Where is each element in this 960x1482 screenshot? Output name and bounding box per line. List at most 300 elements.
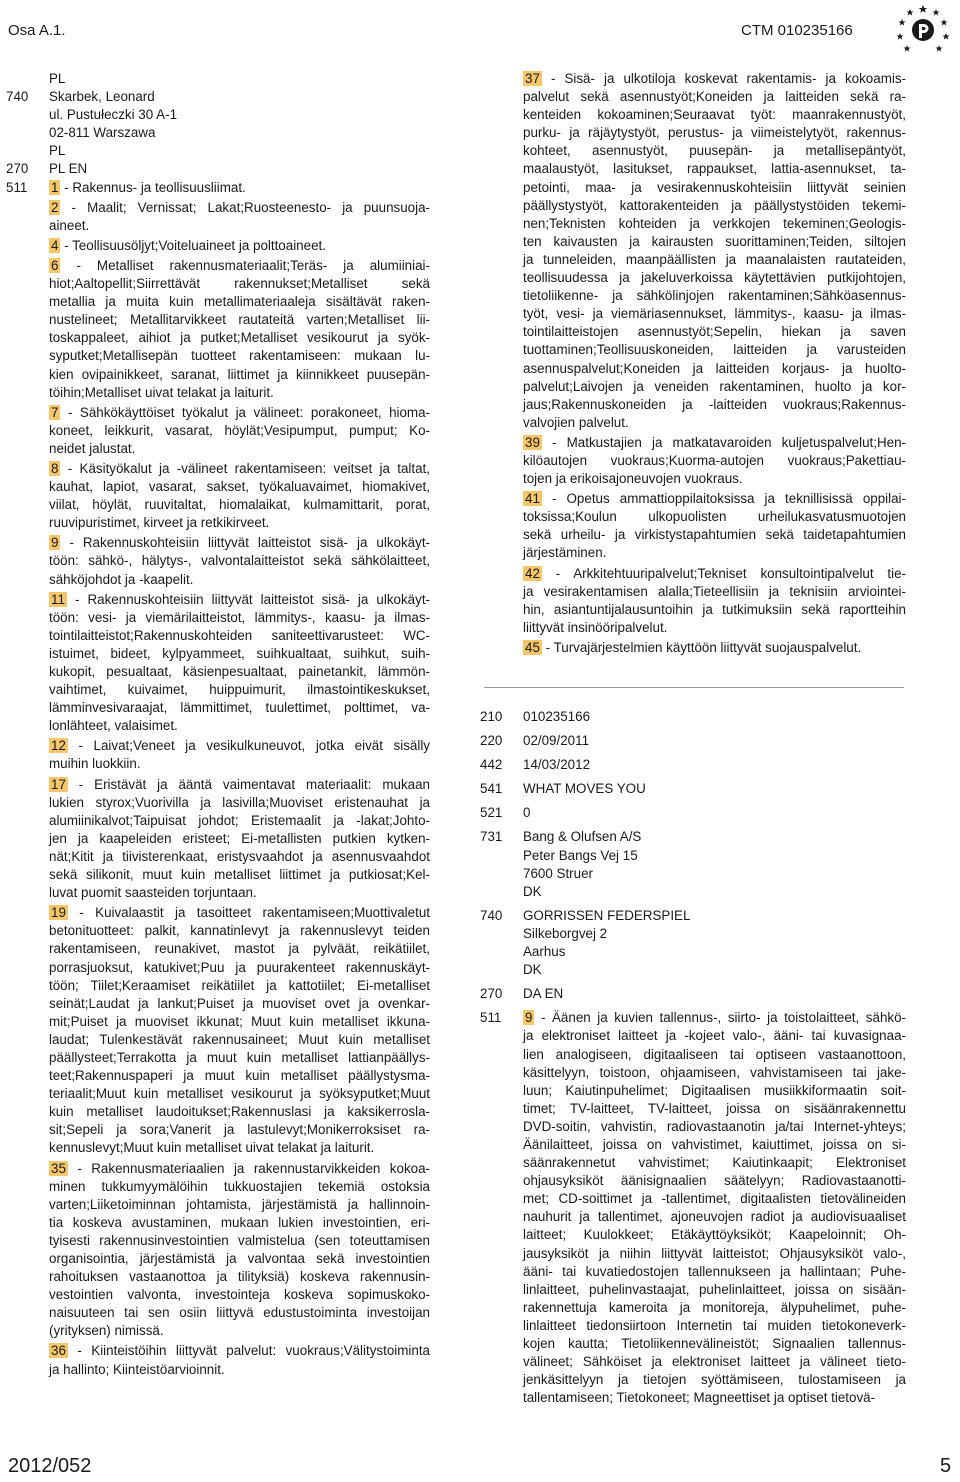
field-code: 740 — [6, 89, 29, 105]
entry-line — [523, 1335, 906, 1353]
entry-text: päällystystyöt, kattorakenteiden ja päällystystöiden tekemi- — [523, 197, 906, 213]
field-value — [523, 804, 906, 822]
goods-services-entry — [49, 534, 430, 588]
entry-line — [49, 179, 430, 197]
entry-text: - Kiinteistöihin liittyvät palvelut: vuokraus;Välitystoiminta — [67, 1343, 430, 1359]
entry-text: - Rakennuskohteisiin liittyvät laitteistot sisä- ja ulkokäyt- — [66, 591, 430, 607]
nice-class-badge: 8 — [51, 460, 59, 476]
field-row — [480, 732, 906, 750]
entry-text: vaihtimet, kuivaimet, huippuimurit, ilmastointikeskukset, — [49, 682, 430, 698]
field-line: GORRISSEN FEDERSPIEL — [523, 907, 691, 923]
entry-text: - Rakennusmateriaalien ja rakennustarvikkeiden kokoa- — [67, 1160, 430, 1176]
entry-text: - Äänen ja kuvien tallennus-, siirto- ja toistolaitteet, sähkö- — [534, 1010, 906, 1026]
entry-text: organisointia, järjestämistä ja valvontaa sekä investointien — [49, 1251, 430, 1266]
entry-line — [523, 160, 906, 178]
goods-services-entry — [49, 237, 430, 255]
entry-line — [49, 959, 430, 977]
field-row — [480, 1009, 906, 1409]
entry-text: valvojien palvelut. — [523, 414, 629, 430]
entry-line — [49, 794, 430, 812]
field-row — [480, 756, 906, 774]
field-line: PL — [49, 143, 66, 159]
entry-line — [523, 215, 906, 233]
field-row — [480, 70, 906, 659]
entry-line — [49, 440, 430, 458]
entry-text: - Metalliset rakennusmateriaalit;Teräs- ja alumiiniai- — [60, 257, 430, 273]
goods-services-entry — [49, 179, 430, 197]
entry-text: mit;Puiset ja muoviset ikkunat; Muut kuin metalliset ikkuna- — [49, 1013, 430, 1029]
entry-text: palvelut;Laivojen ja veneiden rakentaminen, huolto ja kor- — [523, 378, 906, 394]
entry-line — [49, 717, 430, 735]
goods-services-entry — [523, 490, 906, 562]
entry-line — [523, 287, 906, 305]
entry-line — [523, 1299, 906, 1317]
entry-text: sähköjohdot ja -kaapelit. — [49, 571, 194, 587]
entry-line — [49, 514, 430, 532]
entry-line — [49, 776, 430, 794]
field-line: 010235166 — [523, 709, 591, 724]
nice-class-badge: 19 — [51, 905, 66, 921]
entry-line — [49, 1049, 430, 1067]
entry-text: jausyksiköt ja niihin liittyvät laitteistot; Ohjausyksiköt valo-, — [523, 1245, 906, 1261]
field-value — [523, 708, 906, 726]
entry-line — [49, 384, 430, 402]
entry-text: kuin metalliset laudoitukset;Rakennuslasi ja kaksikerrosla- — [49, 1104, 430, 1120]
entry-text: linlaitteet tiedonsiirtoon Internetin tai muiden tietokoneverk- — [523, 1317, 906, 1333]
entry-text: - Maalit; Vernissat; Lakat;Ruosteenesto- ja puunsuoja- — [60, 199, 430, 215]
entry-line — [49, 347, 430, 365]
entry-text: alumiinikalvot;Taipuisat johdot; Eristemaalit ja -lakat;Johto- — [49, 812, 430, 828]
entry-text: - Rakennuskohteisiin liittyvät laitteistot sisä- ja ulkokäyt- — [60, 535, 430, 551]
entry-line — [523, 1172, 906, 1190]
entry-line — [49, 1286, 430, 1304]
entry-line — [49, 663, 430, 681]
nice-class-badge: 2 — [51, 199, 59, 215]
entry-line — [523, 583, 906, 601]
entry-line — [49, 1232, 430, 1250]
field-value — [49, 179, 430, 1381]
field-line: 02-811 Warszawa — [49, 125, 156, 141]
field-line: Silkeborgvej 2 — [523, 925, 608, 941]
nice-class-badge: 1 — [51, 179, 59, 195]
field-line: 14/03/2012 — [523, 757, 591, 773]
entry-text: petointi, maa- ja vesirakennuskohteisiin liittyvät seinien — [523, 179, 906, 195]
field-line: 02/09/2011 — [523, 733, 590, 749]
goods-services-entry — [49, 904, 430, 1157]
entry-text: - Eristävät ja ääntä vaimentavat materiaalit: mukaan — [67, 776, 430, 792]
entry-text: ten kaivausten ja kairausten suorittaminen;Teiden, siltojen — [523, 233, 906, 249]
entry-text: metallia ja muita kuin metallimateriaaleja sisältävät raken- — [49, 294, 430, 310]
entry-line — [523, 544, 906, 562]
entry-text: luun; Kaiutinpuhelimet; Digitaalisen musiikkiformaatin soit- — [523, 1082, 906, 1098]
entry-line — [523, 1371, 906, 1389]
entry-text: syputket;Metallisepän tuotteet rakentamiseen: mukaan lu- — [49, 348, 430, 364]
entry-line — [49, 1342, 430, 1360]
goods-services-entry — [49, 776, 430, 903]
entry-line — [523, 1118, 906, 1136]
field-line: 0 — [523, 805, 531, 821]
field-value — [523, 780, 906, 798]
entry-text: järjestäminen. — [523, 545, 607, 561]
entry-text: tallentamiseen; Tietokoneet; Magneettiset ja optiset tietovä- — [523, 1390, 876, 1406]
entry-text: ja tunneleiden, maanpäällisten ja maanalaisten rautateiden, — [523, 251, 906, 267]
entry-text: kilöautojen vuokraus;Kuorma-autojen vuokraus;Pakettiau- — [523, 452, 906, 468]
entry-line — [523, 619, 906, 637]
entry-text: välineet; Sähköiset ja elektroniset laitteet ja välineet tieto- — [523, 1354, 906, 1370]
field-line: PL EN — [49, 161, 88, 177]
entry-line — [523, 197, 906, 215]
nice-class-badge: 11 — [51, 591, 65, 607]
field-code: 270 — [6, 161, 29, 177]
field-value — [523, 1009, 906, 1409]
entry-text: - Arkkitehtuuripalvelut;Tekniset konsultointipalvelut tie- — [541, 565, 906, 581]
entry-line — [523, 434, 906, 452]
field-line: 7600 Struer — [523, 865, 593, 881]
entry-line — [49, 645, 430, 663]
entry-text: teriaalit;Muut kuin metalliset vesikourut ja syöksyputket;Muut — [49, 1086, 430, 1102]
entry-text: met; CD-soittimet ja -tallentimet, digitaalisten tietovälineiden — [523, 1191, 906, 1207]
entry-line — [49, 627, 430, 645]
field-line: Skarbek, Leonard — [49, 89, 155, 105]
goods-services-entry — [49, 1342, 430, 1378]
field-value — [523, 756, 906, 774]
entry-text: - Teollisuusöljyt;Voiteluaineet ja polttoaineet. — [60, 237, 326, 253]
entry-line — [49, 1013, 430, 1031]
nice-class-badge: 42 — [525, 565, 540, 581]
entry-line — [49, 848, 430, 866]
goods-services-entry — [49, 460, 430, 532]
nice-class-badge: 36 — [51, 1343, 66, 1359]
entry-text: purku- ja räjäytystyöt, perustus- ja viimeistelytyöt, rakennus- — [523, 125, 906, 141]
nice-class-badge: 45 — [525, 639, 540, 655]
entry-text: ääni- tai kuvatiedostojen tallennukseen ja hallintaan; Puhe- — [523, 1263, 906, 1279]
goods-services-entry — [523, 639, 906, 657]
entry-text: aineet. — [49, 217, 90, 233]
entry-text: timet; TV-laitteet, TV-laitteet, joissa on sisäänrakennettu — [523, 1100, 906, 1116]
entry-line — [523, 1190, 906, 1208]
entry-line — [523, 639, 906, 657]
entry-text: tointilaitteistojen asennustyöt;Sepelin, hiekan ja saven — [523, 324, 906, 340]
entry-line — [49, 1178, 430, 1196]
entry-text: toskappaleet, aihiot ja putket;Metalliset vesikourut ja syök- — [49, 330, 430, 346]
entry-text: nät;Kitit ja tiivisterenkaat, eristysvaahdot ja asennusvaahdot — [49, 848, 430, 864]
field-value — [523, 828, 906, 900]
entry-text: nustelineet; Metallitarvikkeet rautateitä varten;Metalliset lii- — [49, 312, 430, 328]
entry-line — [49, 830, 430, 848]
field-row — [6, 160, 430, 178]
field-row — [480, 985, 906, 1003]
entry-text: jen ja kaapeleiden eristeet; Ei-metallisten putkien kytken- — [49, 830, 430, 846]
entry-text: lonlähteet, valaisimet. — [49, 718, 178, 734]
field-value — [523, 70, 906, 659]
entry-line — [49, 571, 430, 589]
field-code: 442 — [480, 757, 503, 773]
entry-line — [523, 1136, 906, 1154]
goods-services-entry — [523, 434, 906, 488]
entry-text: varten;Liiketoiminnan johtamista, järjestämistä ja hallinnoin- — [49, 1196, 430, 1212]
entry-text: kohteet, asennustyöt, puusepän- ja metallisepäntyöt, — [523, 143, 906, 159]
entry-text: kojen kautta; Tietoliikennevälineistöt; Signaalien tallennus- — [523, 1336, 906, 1351]
entry-line — [49, 977, 430, 995]
entry-line — [49, 366, 430, 384]
entry-text: seinät;Laudat ja lankut;Puiset ja muoviset ovet ja ovenkar- — [49, 995, 430, 1011]
entry-line — [49, 1196, 430, 1214]
entry-line — [49, 609, 430, 627]
entry-line — [523, 1226, 906, 1244]
field-value — [49, 70, 430, 88]
entry-text: kauhat, lapiot, vasarat, sakset, työkaluavaimet, hiomakivet, — [49, 479, 430, 495]
entry-line — [49, 866, 430, 884]
entry-line — [49, 699, 430, 717]
entry-line — [523, 1317, 906, 1335]
entry-line — [49, 995, 430, 1013]
field-line: WHAT MOVES YOU — [523, 781, 646, 797]
entry-line — [49, 217, 430, 235]
entry-line — [523, 179, 906, 197]
field-line: DK — [523, 883, 542, 899]
entry-line — [49, 552, 430, 570]
entry-line — [523, 142, 906, 160]
entry-text: tietoliikenne- ja sähkölinjojen rakentaminen;Sähköasennus- — [523, 288, 906, 304]
field-code: 521 — [480, 805, 503, 821]
nice-class-badge: 41 — [525, 491, 540, 507]
entry-line — [523, 1281, 906, 1299]
entry-line — [523, 70, 906, 88]
entry-line — [49, 812, 430, 830]
entry-text: - Rakennus- ja teollisuusliimat. — [60, 179, 246, 195]
entry-line — [523, 1064, 906, 1082]
entry-text: ja vesirakentamisen alalla;Tieteellisiin ja teknisiin arviointei- — [523, 583, 906, 599]
goods-services-entry — [523, 565, 906, 637]
entry-line — [523, 1389, 906, 1407]
entry-text: nen;Teknisten kohteiden ja verkkojen tekeminen;Geologis- — [523, 215, 906, 231]
entry-line — [49, 1085, 430, 1103]
entry-text: DVD-soitin, vahvistin, radiovastaanotin ja/tai Internet-yhteys; — [523, 1118, 906, 1134]
entry-text: koneet, leikkurit, vasarat, höylät;Vesipumput, pumput; Ko- — [49, 422, 430, 438]
entry-text: tointilaitteistot;Rakennuskohteiden saniteettivarusteet: WC- — [49, 627, 430, 643]
entry-line — [523, 396, 906, 414]
entry-line — [49, 1322, 430, 1340]
entry-text: teet;Rakennuspaperi ja muut kuin metalliset päällystysma- — [49, 1068, 430, 1084]
entry-line — [523, 360, 906, 378]
left-column — [6, 70, 430, 1381]
entry-line — [523, 526, 906, 544]
entry-text: kien ovipainikkeet, saranat, liittimet ja kiinnikkeet puusepän- — [49, 366, 430, 382]
entry-text: linlaitteet, puhelinvastaajat, puhelinlaitteet, joissa on sisään- — [523, 1281, 906, 1297]
field-value — [523, 907, 906, 979]
entry-text: viilat, höylät, ruuvitaltat, hiomalaikat, kulmamittarit, porat, — [49, 497, 430, 513]
entry-line — [49, 460, 430, 478]
entry-line — [523, 490, 906, 508]
field-value — [523, 985, 906, 1003]
nice-class-badge: 9 — [525, 1010, 533, 1026]
right-column — [480, 70, 906, 659]
field-code: 220 — [480, 733, 503, 749]
page-header — [0, 0, 960, 62]
entry-text: - Opetus ammattioppilaitoksissa ja teknillisissä oppilai- — [541, 491, 906, 507]
entry-line — [523, 378, 906, 396]
entry-text: töön; Tiilet;Keraamiset reikätiilet ja kattotiilet; Ei-metalliset — [49, 977, 430, 993]
entry-line — [523, 1046, 906, 1064]
nice-class-badge: 12 — [51, 738, 66, 754]
entry-line — [523, 601, 906, 619]
entry-line — [49, 478, 430, 496]
entry-line — [523, 323, 906, 341]
entry-text: porrasjuoksut, katukivet;Puu ja puurakenteet rakennuskäyt- — [49, 959, 430, 975]
entry-text: teollisuudessa ja jakeluverkoissa käytettävien putkijohtojen, — [523, 270, 906, 286]
field-line: PL — [49, 71, 66, 86]
entry-line — [49, 293, 430, 311]
entry-line — [523, 1100, 906, 1118]
entry-line — [49, 904, 430, 922]
entry-line — [523, 106, 906, 124]
entry-line — [523, 124, 906, 142]
entry-line — [523, 1009, 906, 1027]
entry-text: - Turvajärjestelmien käyttöön liittyvät suojauspalvelut. — [541, 639, 862, 655]
entry-line — [523, 452, 906, 470]
entry-text: lien analogiseen, digitaaliseen tai optiseen vastaanottoon, — [523, 1046, 906, 1062]
entry-line — [523, 1353, 906, 1371]
entry-text: ruuvipuristimet, kirveet ja retkikirveet. — [49, 515, 270, 531]
entry-line — [49, 496, 430, 514]
entry-text: hin, asiantuntijalausuntoihin ja tutkimuksiin sekä raportteihin — [523, 601, 906, 617]
entry-text: päällysteet;Terrakotta ja muut kuin metalliset lattianpäällys- — [49, 1049, 430, 1065]
goods-services-entry — [49, 591, 430, 736]
entry-text: palvelut sekä asennustyöt;Koneiden ja laitteiden sekä ra- — [523, 89, 906, 105]
entry-text: töön: sähkö-, hälytys-, valvontalaitteistot sekä sähkölaitteet, — [49, 553, 430, 569]
entry-text: sekä silikonit, muut kuin metalliset liittimet ja putkiosat;Kel- — [49, 867, 430, 883]
field-line: Peter Bangs Vej 15 — [523, 847, 638, 863]
entry-text: käsittelyyn, toistoon, ohjaamiseen, vahvistamiseen tai jake- — [523, 1064, 906, 1080]
entry-text: sit;Sepeli ja sora;Vanerit ja lastulevyt;Monikerroksiset ra- — [49, 1122, 430, 1138]
entry-text: töön: vesi- ja viemärilaitteistot, lämmitys-, kaasu- ja ilmas- — [49, 609, 430, 625]
entry-line — [523, 305, 906, 323]
entry-line — [523, 233, 906, 251]
field-row — [480, 907, 906, 979]
entry-line — [523, 508, 906, 526]
goods-services-entry — [49, 199, 430, 235]
field-row — [480, 804, 906, 822]
entry-text: luvat puomit saasteiden torjuntaan. — [49, 885, 257, 901]
entry-line — [523, 1154, 906, 1172]
euipo-logo-icon — [893, 3, 953, 57]
entry-text: jaus;Rakennuskoneiden ja -laitteiden vuokraus;Rakennus- — [523, 396, 906, 412]
entry-text: nauhurit ja tallentimet, ajoneuvojen radiot ja audiovisuaaliset — [523, 1209, 906, 1225]
entry-line — [49, 237, 430, 255]
entry-text: kennuslevyt;Muut kuin metalliset uivat telakat ja laiturit. — [49, 1140, 375, 1156]
field-code: 740 — [480, 907, 503, 923]
entry-line — [49, 755, 430, 773]
entry-line — [49, 275, 430, 293]
entry-text: hiot;Aaltopellit;Siirrettävät rakennukset;Metalliset sekä — [49, 276, 430, 292]
field-code: 541 — [480, 781, 503, 797]
entry-text: maalaustyöt, lasitukset, rappaukset, lattia-asennukset, ta- — [523, 161, 906, 177]
nice-class-badge: 4 — [51, 237, 59, 253]
entry-text: rahoituksen vastaanottoa ja tilityksiä) koskeva rakennusin- — [49, 1269, 430, 1285]
goods-services-entry — [49, 1160, 430, 1341]
field-line: Aarhus — [523, 944, 566, 960]
entry-text: muihin luokkiin. — [49, 756, 141, 772]
entry-text: neidet jalustat. — [49, 440, 136, 456]
column-divider — [484, 687, 904, 688]
field-line: ul. Pustułeczki 30 A-1 — [49, 107, 178, 123]
entry-text: minen tukkumyymälöihin tukkuostajien tekemiä ostoksia — [49, 1178, 430, 1194]
entry-line — [49, 1031, 430, 1049]
entry-line — [49, 1361, 430, 1379]
entry-text: tuottaminen;Teollisuuskoneiden, laitteiden ja varusteiden — [523, 342, 906, 358]
entry-text: sekä urheilu- ja virkistystapahtumien sekä taidetapahtumien — [523, 527, 906, 543]
field-row — [6, 179, 430, 1381]
entry-text: asennuspalvelut;Koneiden ja laitteiden korjaus- ja huolto- — [523, 360, 906, 376]
entry-text: ja hallinto; Kiinteistöarvioinnit. — [49, 1361, 225, 1377]
field-value — [49, 88, 430, 160]
entry-line — [49, 257, 430, 275]
entry-text: - Käsityökalut ja -välineet rakentamiseen: veitset ja taltat, — [60, 460, 430, 476]
nice-class-badge: 6 — [51, 257, 59, 273]
field-code: 270 — [480, 986, 503, 1002]
entry-text: toksissa;Koulun ulkopuolisten urheilukasvatusmuotojen — [523, 509, 906, 525]
entry-text: - Matkustajien ja matkatavaroiden kuljetuspalvelut;Hen- — [541, 434, 906, 450]
entry-line — [49, 199, 430, 217]
field-row — [480, 780, 906, 798]
entry-line — [49, 1139, 430, 1157]
page-number: 5 — [940, 1455, 952, 1477]
goods-services-entry — [49, 404, 430, 458]
entry-text: ohjausyksiköt äänisignaalien säätelyyn; Radiovastaanotti- — [523, 1173, 906, 1189]
entry-text: säänrakennetut vahvistimet; Kaiutinkaapit; Elektroniset — [523, 1155, 906, 1171]
goods-services-entry — [523, 1009, 906, 1407]
field-code: 210 — [480, 709, 503, 724]
field-code-spacer — [480, 70, 523, 659]
entry-text: tia koskeva avustaminen, mukaan lukien investointien, eri- — [49, 1214, 430, 1230]
goods-services-entry — [49, 257, 430, 402]
entry-text: lämminvesivaraajat, lämmittimet, tuulettimet, polttimet, va- — [49, 700, 430, 716]
entry-text: liittyvät insinööripalvelut. — [523, 619, 668, 635]
entry-text: jenkäsittelyyn ja tietojen syöttämiseen, tulostamiseen ja — [523, 1372, 906, 1388]
entry-line — [49, 737, 430, 755]
field-line: Bang & Olufsen A/S — [523, 829, 642, 845]
entry-text: laudat; Tulenkestävät rakennusaineet; Muut kuin metalliset — [49, 1031, 430, 1047]
entry-line — [49, 940, 430, 958]
entry-text: betonituotteet: palkit, kannatinlevyt ja rakennuslevyt teiden — [49, 923, 430, 939]
entry-line — [523, 1027, 906, 1045]
entry-text: - Sähkökäyttöiset työkalut ja välineet: porakoneet, hioma- — [60, 404, 430, 420]
entry-text: työt, vesi- ja viemäriasennukset, lämmitys-, kaasu- ja ilmas- — [523, 306, 906, 322]
field-line: DA EN — [523, 986, 564, 1002]
entry-text: naisuuteen tai sen osiin liittyvä edustustoiminta investoijan — [49, 1305, 430, 1321]
field-row — [6, 70, 430, 88]
entry-line — [523, 269, 906, 287]
issue-number: 2012/052 — [8, 1455, 92, 1477]
entry-line — [523, 1263, 906, 1281]
entry-line — [49, 1067, 430, 1085]
field-code — [6, 70, 49, 88]
bibliographic-data — [480, 708, 906, 1409]
section-label: Osa A.1. — [8, 22, 66, 39]
entry-line — [523, 251, 906, 269]
entry-text: - Laivat;Veneet ja vesikulkuneuvot, jotka eivät sisälly — [67, 738, 430, 754]
entry-text: Äänilaitteet, joissa on vahvistimet, kaiuttimet, joissa on si- — [523, 1136, 906, 1152]
entry-line — [523, 565, 906, 583]
entry-line — [523, 1245, 906, 1263]
entry-text: laitteet; Kuulokkeet; Etäkäyttöyksiköt; Kaapeloinnit; Oh- — [523, 1227, 906, 1243]
entry-text: istuimet, bideet, kylpyammeet, suihkualtaat, suihkut, suih- — [49, 645, 430, 661]
entry-line — [523, 414, 906, 432]
entry-text: kenteiden kokoaminen;Seuraavat työt: maanrakennustyöt, — [523, 107, 906, 123]
field-row — [480, 828, 906, 900]
entry-line — [523, 88, 906, 106]
entry-line — [49, 1250, 430, 1268]
